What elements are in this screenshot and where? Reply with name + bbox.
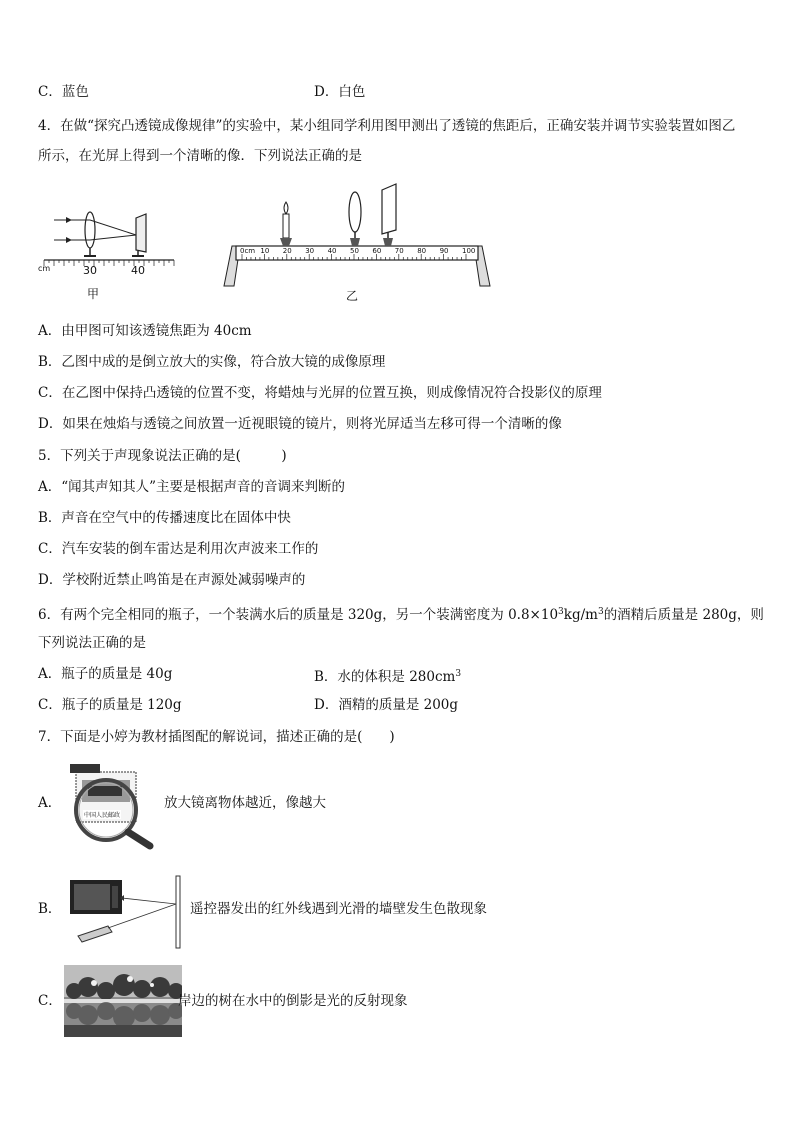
q4-figure-jia (38, 198, 178, 298)
q4-option-b: B．乙图中成的是倒立放大的实像，符合放大镜的成像原理 (38, 354, 386, 370)
q4-option-d: D．如果在烛焰与透镜之间放置一近视眼镜的镜片，则将光屏适当左移可得一个清晰的像 (38, 416, 562, 432)
q4-yi-tick-label: 100 (462, 247, 476, 255)
q4-jia-caption: 甲 (87, 287, 100, 301)
q4-stem-line2: 所示，在光屏上得到一个清晰的像．下列说法正确的是 (38, 148, 362, 164)
q6-option-b (314, 664, 461, 687)
q4-yi-caption: 乙 (346, 289, 359, 303)
q7-stamp-text: 中国人民邮政 (84, 812, 121, 819)
q4-yi-tick-label: 0cm (240, 247, 256, 255)
q6-stem-line1 (38, 602, 764, 625)
q4-yi-tick-label: 80 (417, 247, 427, 255)
q6-stem-sup1: 3 (558, 607, 564, 617)
q4-yi-tick-label: 90 (439, 247, 449, 255)
q6-stem-unit: kg/m (563, 607, 598, 623)
q4-yi-tick-label: 30 (305, 247, 315, 255)
q5-stem: 5．下列关于声现象说法正确的是( ) (38, 448, 287, 464)
q4-option-c: C．在乙图中保持凸透镜的位置不变，将蜡烛与光屏的位置互换，则成像情况符合投影仪的原理 (38, 385, 602, 401)
q6-option-d: D．酒精的质量是 200g (314, 697, 459, 713)
q7-option-c-label: C． (38, 993, 62, 1009)
q4-option-a: A．由甲图可知该透镜焦距为 40cm (38, 323, 252, 339)
q6-stem-post: 的酒精后质量是 280g，则 (603, 607, 764, 623)
q4-yi-tick-label: 50 (350, 247, 359, 255)
q7-tree-reflection-image (64, 965, 182, 1037)
q6-option-a: A．瓶子的质量是 40g (38, 666, 173, 682)
q5-option-a: A．“闻其声知其人”主要是根据声音的音调来判断的 (38, 479, 346, 495)
q3-option-d: D．白色 (314, 84, 366, 100)
q6-stem-line2: 下列说法正确的是 (38, 635, 146, 651)
q6-option-b-text: B．水的体积是 280cm (314, 669, 456, 685)
q7-option-b-text: 遥控器发出的红外线遇到光滑的墙壁发生色散现象 (190, 901, 487, 917)
q5-option-c: C．汽车安装的倒车雷达是利用次声波来工作的 (38, 541, 319, 557)
q7-option-b-label: B． (38, 901, 62, 917)
q4-jia-unit: cm (38, 264, 51, 273)
q4-yi-tick-label: 20 (282, 247, 292, 255)
q4-figure-yi (222, 180, 492, 290)
q5-option-b: B．声音在空气中的传播速度比在固体中快 (38, 510, 291, 526)
q7-option-a-text: 放大镜离物体越近，像越大 (164, 795, 326, 811)
q4-yi-tick-label: 40 (327, 247, 337, 255)
q7-option-a-label: A． (38, 795, 62, 811)
q4-yi-tick-label: 70 (394, 247, 404, 255)
q7-option-c-text: 岸边的树在水中的倒影是光的反射现象 (178, 993, 408, 1009)
q6-option-c: C．瓶子的质量是 120g (38, 697, 182, 713)
q7-stem: 7．下面是小婷为教材插图配的解说词，描述正确的是( ) (38, 729, 395, 745)
q4-yi-tick-label: 10 (260, 247, 270, 255)
q5-option-d: D．学校附近禁止鸣笛是在声源处减弱噪声的 (38, 572, 306, 588)
q6-stem-sup2: 3 (597, 607, 604, 617)
q4-stem-line1: 4．在做“探究凸透镜成像规律”的实验中，某小组同学利用图甲测出了透镜的焦距后，正确安装并调节实验装置如图乙 (38, 118, 736, 134)
q4-jia-tick-30: 30 (83, 264, 97, 277)
q3-option-c: C．蓝色 (38, 84, 89, 100)
q6-stem-pre: 6．有两个完全相同的瓶子，一个装满水后的质量是 320g，另一个装满密度为 0.8×10 (38, 607, 559, 623)
q7-magnifier-image (62, 764, 158, 850)
q4-jia-tick-40: 40 (131, 264, 145, 277)
q6-option-b-sup: 3 (455, 669, 462, 679)
q7-tv-remote-image (64, 874, 190, 950)
q4-yi-tick-label: 60 (372, 247, 382, 255)
